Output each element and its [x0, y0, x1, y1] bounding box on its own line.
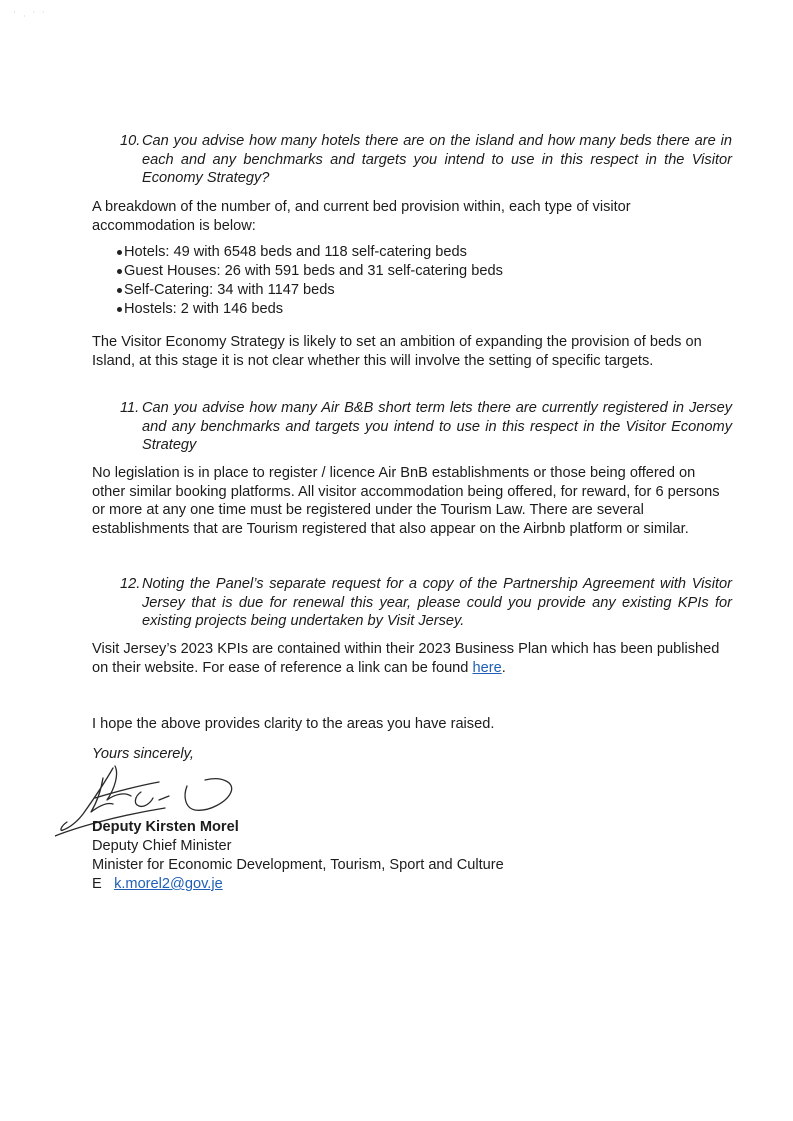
signatory-role: Deputy Chief Minister	[92, 838, 232, 854]
list-item: Hostels: 2 with 146 beds	[92, 300, 503, 319]
question-number: 12.	[120, 576, 141, 592]
answer-10-conclusion: The Visitor Economy Strategy is likely to set an ambition of expanding the provision of beds on Island, at this stage it is not clear whether this will involve the setting of specific targets.	[92, 334, 702, 369]
accommodation-list	[92, 243, 503, 319]
question-text: Can you advise how many hotels there are on the island and how many beds there are in each and any benchmarks and targets you intend to use in this respect in the Visitor Economy Strategy?	[142, 133, 732, 186]
question-10	[120, 132, 732, 188]
email-link[interactable]: k.morel2@gov.je	[114, 876, 223, 892]
question-text: Noting the Panel’s separate request for a copy of the Partnership Agreement with Visitor Jersey that is due for renewal this year, please could you provide any existing KPIs for existing projects being undertaken by Visit Jersey.	[142, 576, 732, 629]
list-item: Guest Houses: 26 with 591 beds and 31 self-catering beds	[92, 262, 503, 281]
scan-artifact: ' , ' '	[14, 11, 47, 18]
answer-12-period: .	[501, 659, 506, 676]
answer-12	[92, 640, 722, 677]
question-12	[120, 575, 732, 631]
question-text: Can you advise how many Air B&B short term lets there are currently registered in Jersey and any benchmarks and targets you intend to use in this respect in the Visitor Economy Strategy	[142, 400, 732, 453]
email-row	[92, 875, 504, 894]
answer-10-intro: A breakdown of the number of, and current bed provision within, each type of visitor accommodation is below:	[92, 199, 631, 234]
list-item: Hotels: 49 with 6548 beds and 118 self-catering beds	[92, 243, 503, 262]
email-label: E	[92, 876, 102, 892]
signatory-title: Minister for Economic Development, Tourism, Sport and Culture	[92, 857, 504, 873]
list-item: Self-Catering: 34 with 1147 beds	[92, 281, 503, 300]
signatory-name: Deputy Kirsten Morel	[92, 819, 239, 835]
signature-block	[92, 818, 504, 894]
question-11	[120, 399, 732, 455]
here-link[interactable]: here	[472, 659, 502, 676]
sign-off: Yours sincerely,	[92, 746, 194, 762]
question-number: 10.	[120, 133, 141, 149]
question-number: 11.	[120, 400, 140, 416]
closing-line: I hope the above provides clarity to the areas you have raised.	[92, 716, 495, 732]
answer-12-text: Visit Jersey’s 2023 KPIs are contained within their 2023 Business Plan which has been published on their website. For ease of reference a link can be found	[92, 641, 720, 676]
answer-11: No legislation is in place to register / licence Air BnB establishments or those being offered on other similar booking platforms. All visitor accommodation being offered, for reward, for 6 persons or more at any one time must be registered under the Tourism Law. There are several establishments that are Tourism registered that also appear on the Airbnb platform or similar.	[92, 465, 720, 537]
